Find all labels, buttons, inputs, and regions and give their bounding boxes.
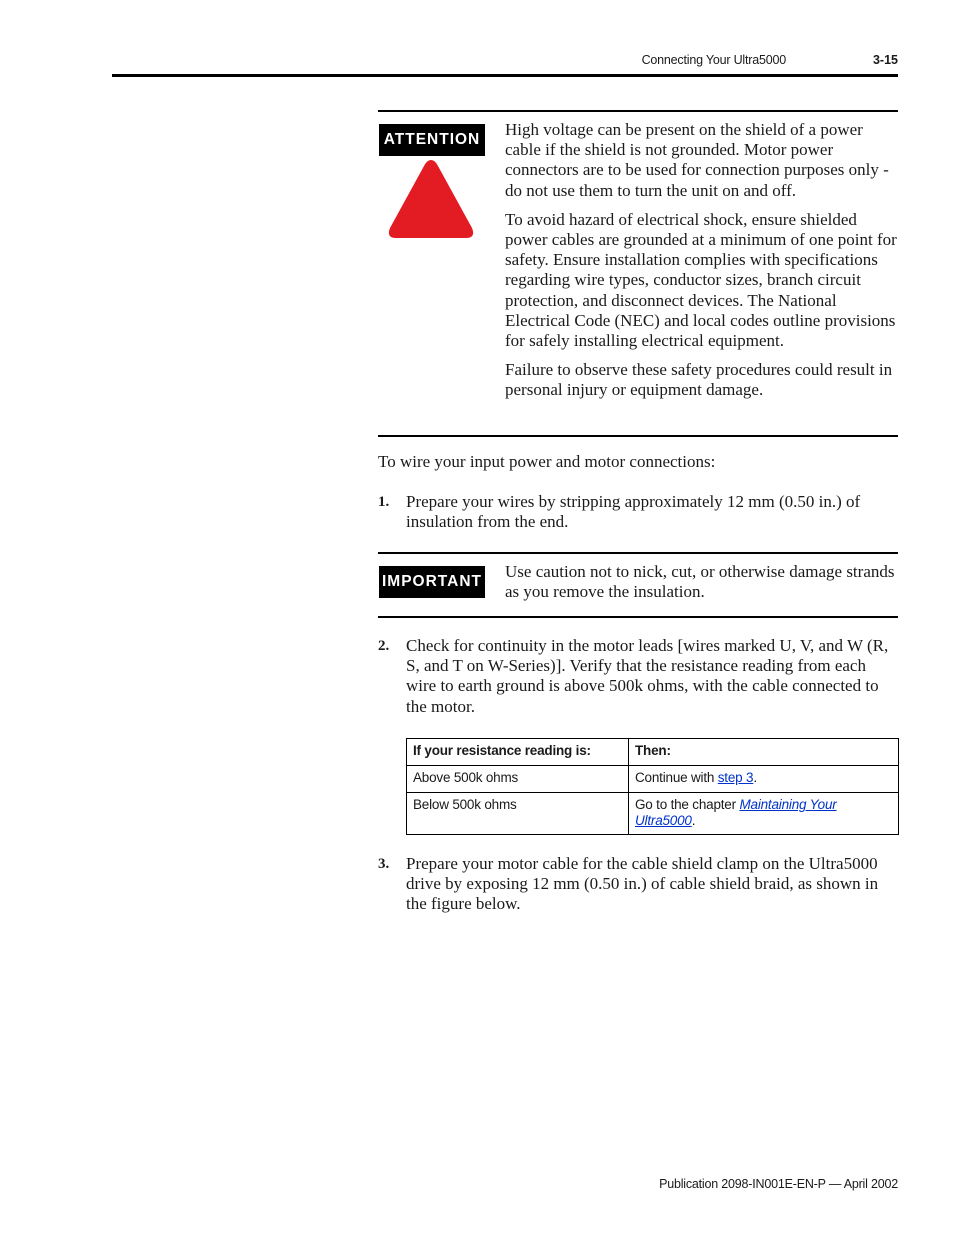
attention-top-rule (378, 110, 898, 112)
maintaining-chapter-link-cont[interactable]: Ultra5000 (635, 813, 692, 828)
table-cell-reading: Below 500k ohms (407, 793, 629, 835)
page-number: 3-15 (872, 53, 898, 67)
attention-paragraph: To avoid hazard of electrical shock, ensure shielded power cables are grounded at a minimum of one point for safety. Ensure installation complies with specifications regarding wire types, conductor sizes, branch circuit protection, and disconnect devices. The National Electrical Code (NEC) and local codes outline provisions for safely installing electrical equipment. (505, 209, 897, 351)
table-row (407, 766, 899, 793)
attention-bottom-rule (378, 435, 898, 437)
attention-tag: ATTENTION (379, 124, 485, 156)
attention-text (505, 120, 900, 410)
step-text: Prepare your motor cable for the cable shield clamp on the Ultra5000 drive by exposing 12 mm (0.50 in.) of cable shield braid, as shown in the figure below. (406, 854, 879, 914)
table-cell-reading: Above 500k ohms (407, 766, 629, 793)
resistance-table (406, 738, 899, 835)
then-suffix: . (753, 770, 757, 785)
maintaining-chapter-link[interactable]: Maintaining Your (739, 797, 837, 812)
step-number: 1. (378, 494, 390, 510)
then-suffix: . (691, 813, 696, 828)
publication-footer: Publication 2098-IN001E-EN-P — April 2002 (659, 1177, 898, 1191)
important-bottom-rule (378, 616, 898, 618)
important-text: Use caution not to nick, cut, or otherwise damage strands as you remove the insulation. (505, 562, 895, 602)
attention-paragraph: High voltage can be present on the shield of a power cable if the shield is not grounded. Motor power connectors are to be used for connection purposes only - do not use them to turn the unit on and off. (505, 120, 889, 200)
then-text: Go to the chapter (635, 797, 740, 812)
table-cell-then (629, 766, 899, 793)
running-header-title: Connecting Your Ultra5000 (641, 53, 786, 67)
table-header-cell: If your resistance reading is: (407, 739, 629, 766)
step-text: Check for continuity in the motor leads [wires marked U, V, and W (R, S, and T on W-Series)]. Verify that the resistance reading from each wire to earth ground is above 500k ohms, with the cable connected to the motor. (406, 636, 889, 716)
step-3-link[interactable]: step 3 (717, 770, 754, 785)
step-number: 2. (378, 638, 390, 654)
table-cell-then (629, 793, 899, 835)
important-tag: IMPORTANT (379, 566, 485, 598)
step-text: Prepare your wires by stripping approximately 12 mm (0.50 in.) of insulation from the end. (406, 492, 861, 532)
attention-paragraph: Failure to observe these safety procedures could result in personal injury or equipment damage. (505, 360, 893, 400)
important-top-rule (378, 552, 898, 554)
then-text: Continue with (635, 770, 718, 785)
table-header-cell: Then: (629, 739, 899, 766)
header-rule (112, 74, 898, 77)
table-row (407, 793, 899, 835)
warning-triangle-icon (386, 156, 476, 241)
step-number: 3. (378, 856, 390, 872)
table-header-row (407, 739, 899, 766)
intro-text: To wire your input power and motor connections: (378, 452, 716, 471)
